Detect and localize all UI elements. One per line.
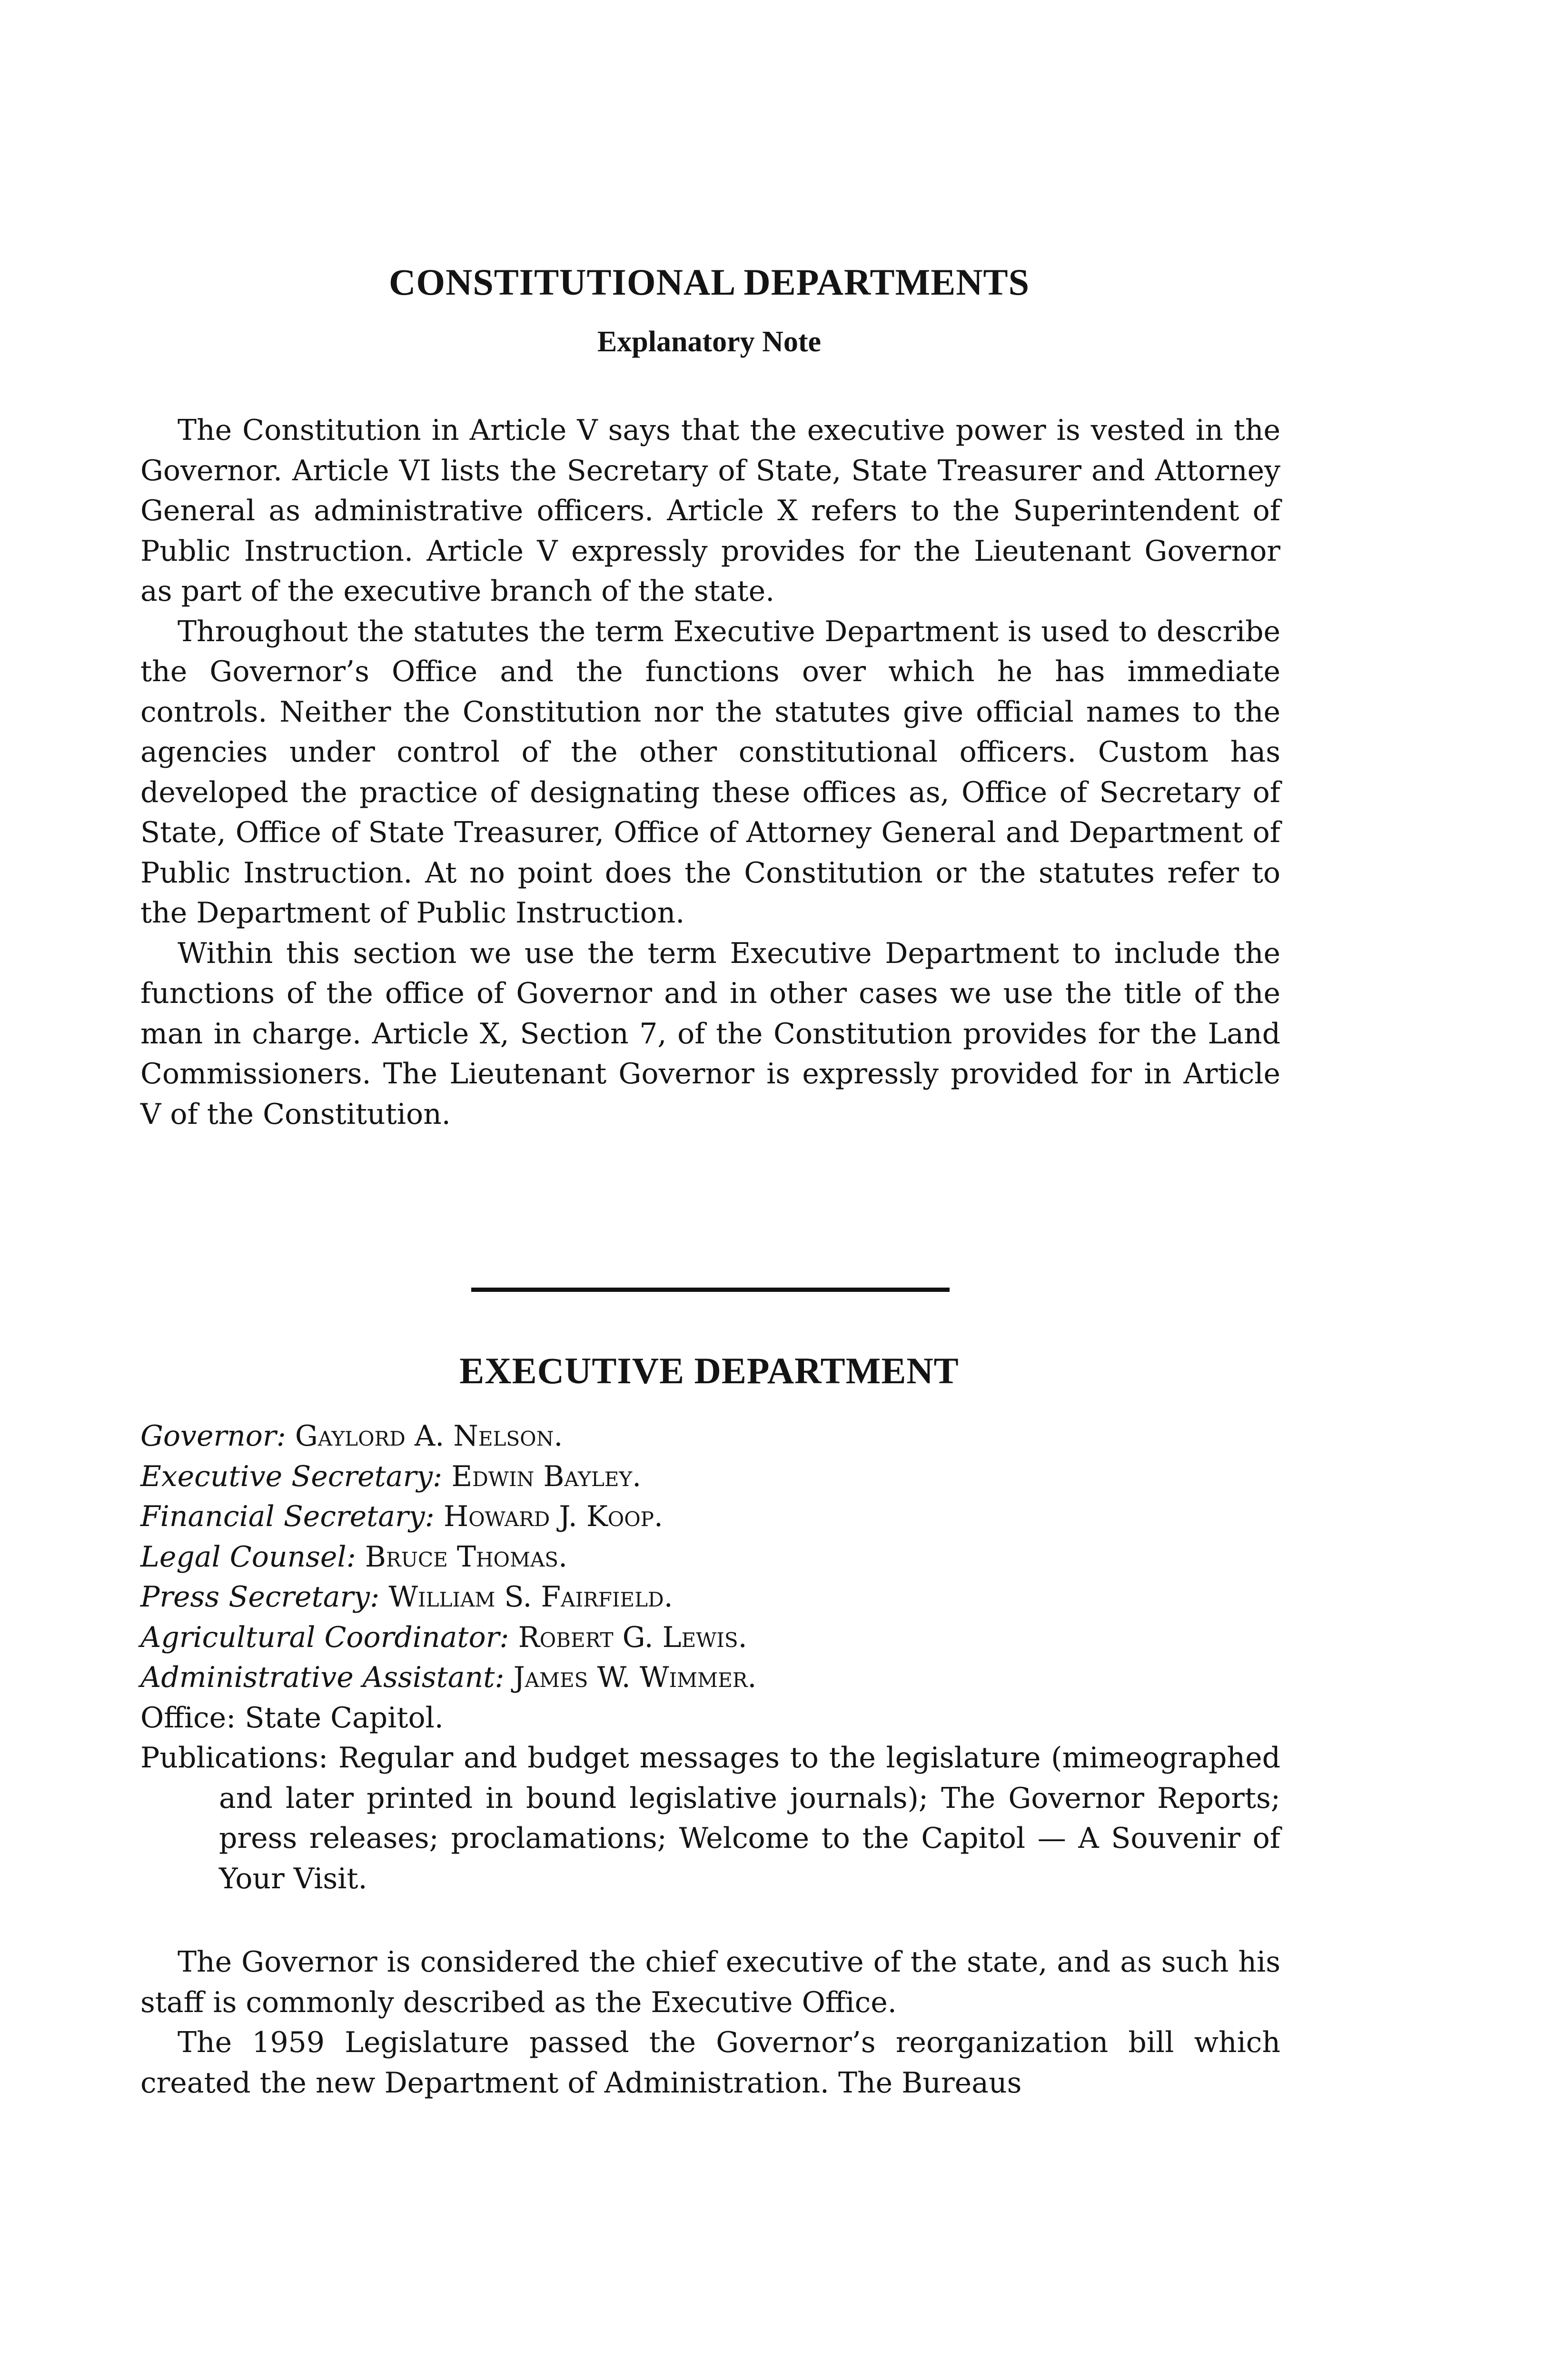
staff-entry-executive-secretary <box>140 1457 1280 1497</box>
staff-role: Press Secretary: <box>140 1580 380 1614</box>
staff-name: William S. Fairfield. <box>388 1580 673 1614</box>
section-divider <box>471 1288 950 1292</box>
note-paragraph-1: The Constitution in Article V says that the executive power is vested in the Governor. Article VI lists the Secretary of State, State Treasurer and Attorney General as administrative officers. Article X refers to the Superintendent of Public Instruction. Article V expressly provides for the Lieutenant Governor as part of the executive branch of the state. <box>140 414 1280 608</box>
staff-name: Gaylord A. Nelson. <box>295 1419 563 1453</box>
staff-name: Bruce Thomas. <box>365 1540 568 1574</box>
staff-name: James W. Wimmer. <box>513 1661 757 1694</box>
staff-entry-financial-secretary <box>140 1497 1280 1537</box>
staff-name: Howard J. Koop. <box>443 1500 663 1533</box>
note-paragraph-3: Within this section we use the term Executive Department to include the functions of the office of Governor and in other cases we use the title of the man in charge. Article X, Section 7, of the Constitution provides for the Land Commissioners. The Lieutenant Governor is expressly provided for in Article V of the Constitution. <box>140 936 1280 1131</box>
staff-role: Financial Secretary: <box>140 1500 435 1533</box>
staff-name: Robert G. Lewis. <box>518 1620 747 1654</box>
staff-entry-press-secretary <box>140 1577 1280 1617</box>
staff-directory <box>140 1416 1280 1899</box>
executive-paragraph-2: The 1959 Legislature passed the Governor’s reorganization bill which created the new Department of Administration. The Bureaus <box>140 2026 1280 2100</box>
staff-role: Agricultural Coordinator: <box>140 1620 509 1654</box>
office-location: Office: State Capitol. <box>140 1701 444 1735</box>
staff-entry-agricultural-coordinator <box>140 1617 1280 1658</box>
staff-entry-administrative-assistant <box>140 1657 1280 1698</box>
staff-role: Executive Secretary: <box>140 1459 443 1493</box>
publications-list: Publications: Regular and budget messages to the legislature (mimeographed and later printed in bound legislative journals); The Governor Reports; press releases; proclamations; Welcome to the Capitol — A Souvenir of Your Visit. <box>140 1741 1280 1895</box>
staff-role: Legal Counsel: <box>140 1540 356 1574</box>
staff-role: Governor: <box>140 1419 286 1453</box>
staff-entry-legal-counsel <box>140 1537 1280 1577</box>
staff-name: Edwin Bayley. <box>451 1459 642 1493</box>
staff-entry-governor <box>140 1416 1280 1457</box>
staff-role: Administrative Assistant: <box>140 1661 505 1694</box>
executive-body <box>140 1942 1280 2103</box>
explanatory-note-heading: Explanatory Note <box>597 326 822 358</box>
section-title-executive: EXECUTIVE DEPARTMENT <box>459 1350 959 1391</box>
note-paragraph-2: Throughout the statutes the term Executive Department is used to describe the Governor’s Office and the functions over which he has immediate controls. Neither the Constitution nor the statutes give official names to the agencies under control of the other constitutional officers. Custom has developed the practice of designating these offices as, Office of Secretary of State, Office of State Treasurer, Office of Attorney General and Department of Public Instruction. At no point does the Constitution or the statutes refer to the Department of Public Instruction. <box>140 615 1280 930</box>
executive-paragraph-1: The Governor is considered the chief executive of the state, and as such his staff is commonly described as the Executive Office. <box>140 1945 1280 2019</box>
section-title-constitutional: CONSTITUTIONAL DEPARTMENTS <box>389 261 1030 303</box>
explanatory-note-body <box>140 410 1280 1134</box>
